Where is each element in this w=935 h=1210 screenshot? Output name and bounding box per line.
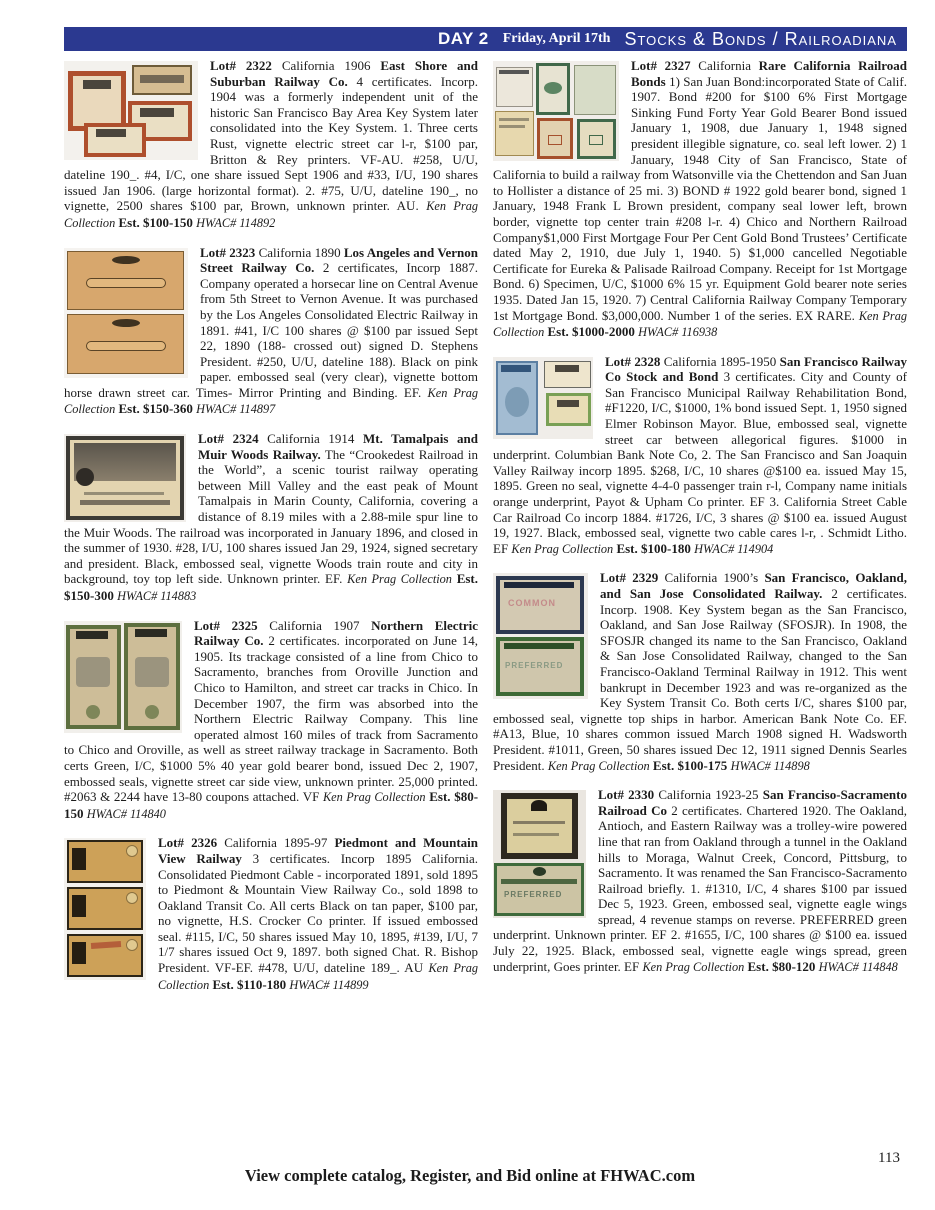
certificate-thumbnail [67, 251, 184, 310]
lot-collection: Ken Prag Collection [322, 790, 426, 805]
lot-collection: Ken Prag Collection [642, 959, 745, 974]
certificate-thumbnail [67, 934, 143, 977]
lot-collection: Ken Prag Collection [347, 572, 452, 587]
lot-title: Northern Electric Railway Co. [194, 617, 479, 649]
certificate-thumbnail [577, 119, 616, 159]
vignette [135, 657, 169, 687]
lot-hwac: HWAC# 114892 [196, 215, 276, 230]
title-band [135, 629, 167, 637]
lot-entry-2325 [64, 618, 478, 823]
certificate-thumbnail [544, 361, 591, 388]
certificate-thumbnail [84, 123, 146, 157]
lot-hwac: HWAC# 114899 [289, 977, 369, 992]
lot-hwac: HWAC# 114840 [86, 806, 166, 821]
vignette [557, 400, 579, 407]
lot-collection: Ken Prag Collection [547, 758, 650, 773]
seal [76, 468, 94, 486]
lot-description: 2 certificates. Incorp. 1908. Key System began as the San Francisco, Oakland, and San Jose Railway (SFOSJR). In 1908, the SFOSJR changed its name to the San Francisco, Oakland & San Jose Consolidated Railway, changed to the San Francisco-Oakland Terminal Railway in 1912. This went bankrupt in December 1923 and was re-organized as the Key System Transit Co. Both certs I/C, shares $100 par, embossed seal, vignette top ships in harbor. American Bank Note Co. EF. #A13, Blue, 10 shares common issued March 1908 signed H. Wadsworth President. #1011, Green, 50 shares issued Dec 12, 1911 signed Dennis Searles President. [493, 586, 908, 773]
lot-2329-photo [493, 573, 588, 699]
text-line [513, 821, 565, 824]
lot-2323-photo [64, 248, 188, 378]
certificate-thumbnail [494, 863, 584, 916]
lot-description: The “Crookedest Railroad in the World”, a scenic tourist railway operating between Mill Valley and the east peak of Mount Tamalpais in Marin County, California, covering a distance of 8.19 miles with a 2.88-mile spur line to the Muir Woods. The railroad was incorporated in January 1896, and closed in the summer of 1930. #28, I/U, 100 shares issued Jan 29, 1924, signed secretary and president. Black, embossed seal, vignette Woods train route and city in background, toy top left side. Unknown printer. EF. [64, 446, 478, 587]
seal [86, 705, 100, 719]
certificate-thumbnail [496, 361, 538, 435]
lot-estimate: Est. $100-180 [616, 540, 691, 556]
certificate-thumbnail [536, 63, 570, 115]
title-band [501, 365, 531, 372]
certificate-thumbnail [66, 625, 121, 729]
lot-estimate: Est. $80-150 [64, 789, 479, 821]
lot-estimate: Est. $150-300 [64, 571, 479, 603]
eagle-vignette [531, 800, 547, 811]
lot-entry-2323 [64, 245, 478, 419]
vignette [76, 657, 110, 687]
page-number: 113 [878, 1150, 900, 1166]
certificate-thumbnail [67, 314, 184, 374]
date-label: Friday, April 17th [502, 31, 611, 46]
lot-number: Lot# 2324 [198, 431, 259, 447]
seal [126, 845, 138, 857]
lot-2325-photo [64, 621, 182, 733]
seal [126, 939, 138, 951]
lot-entry-2327 [493, 58, 907, 341]
vignette [555, 365, 579, 372]
vignette [140, 108, 174, 117]
lot-2324-photo [64, 434, 186, 522]
lot-number: Lot# 2326 [158, 835, 218, 851]
lot-description: 3 certificates. Incorp 1895 California. Consolidated Piedmont Cable - incorporated 1891, sold 1895 to Piedmont & Mountain View Railway Co., sold 1898 to Oakland Transit Co. All certs Black on tan paper, $100 par, no vignette, H.S. Crocker Co printer. If issued embossed seal. #115, I/C, 50 shares issued May 10, 1895, #139, I/U, 7 1/7 shares issued Oct 9, 1897. both signed Chat. R. Bishop President. VF-EF. #478, U/U, dateline 189_. AU [158, 850, 478, 976]
vignette [96, 129, 126, 137]
lot-description: 4 certificates. Incorp. 1904 was a formerly independent unit of the historic San Francisco Bay Area Key System later consolidated into the Key System. 1. Three certs Rust, vignette electric street car l-r, $100 par, Britton & Rey printers. VF-AU. #258, U/U, dateline 190_. #4, I/C, one share issued Sept 1906 and #33, I/U, 190 shares issued Jan 1906. (large horizontal format). 2. #75, U/U, dateline 190_, no vignette, 2500 shares $100 par, Brown, unknown printer. AU. [64, 73, 478, 214]
blank-scroll [86, 278, 166, 288]
lot-description: 2 certificates, Incorp 1887. Company operated a horsecar line on Central Avenue from 5th Street to Vernon Avenue. It was purchased by the Los Angeles Consolidated Electric Railway in 1891. #41, I/C 100 shares @ $100 par issued Sept 22, 1890 (188- crossed out) signed D. Stephens President. #250, U/U, dateline 188). Black on pink paper. embossed seal (very clear), vignette bottom horse drawn street car. Times- Mirror Printing and Binding. EF. [64, 260, 478, 400]
title-band [501, 879, 577, 884]
lot-state-year: California 1890 [258, 244, 341, 260]
lot-description: 1) San Juan Bond:incorporated State of Calif. 1907. Bond #200 for $100 6% First Mortgage Sinking Fund Forty Year Gold Bearer Bond issued January 1, 1908, due January 1, 1948 signed president illegible signature, co. seal left lower. 2) 1 January, 1948 City of San Francisco, State of California to build a railway from Watsonville via the Chettendon and San Juan to Hollister a distance of 25 mi. 3) BOND # 1922 gold bearer bond, signed 1 January, 1948 Frank L Brown president, company seal lower left, brown border, vignette top center train #208 l-r. 4) Chico and Northern Railroad Company$1,000 First Mortgage Four Per Cent Gold Bond Trustees’ Certificate dated May 2, 1910, due July 1, 1940. 5) $1,000 cancelled Negotiable Certificate for Eureka & Palisade Railroad Company. Receipt for 1st Mortgage Bond. 6) Specimen, U/C, $1000 6% 15 yr. Equipment Gold bearer note series 1935. Dated Jan 15, 1920. 7) Central California Railway Company Temporary 1st Mortgage Bond. $3,000,000. Number 1 of the series. EX RARE. [493, 73, 908, 323]
lot-estimate: Est. $100-150 [118, 214, 193, 230]
preferred-label: PREFERRED [505, 661, 564, 671]
lot-number: Lot# 2325 [194, 617, 258, 633]
lot-number: Lot# 2322 [210, 58, 272, 73]
right-column [493, 58, 907, 1006]
lot-title: Los Angeles and Vernon Street Railway Co. [200, 244, 479, 276]
text-line [80, 500, 170, 505]
lot-state-year: California 1900’s [664, 570, 759, 586]
lot-hwac: HWAC# 114897 [196, 402, 276, 417]
lot-state-year: California 1914 [267, 431, 355, 447]
certificate-thumbnail [495, 111, 534, 156]
vignette [112, 319, 140, 327]
lot-estimate: Est. $110-180 [212, 976, 287, 992]
certificate-thumbnail [66, 436, 184, 520]
lot-state-year: California [698, 58, 751, 73]
lot-entry-2328 [493, 354, 907, 558]
day-header-banner [64, 27, 907, 51]
certificate-thumbnail [496, 637, 584, 696]
lot-description: 2 certificates. Chartered 1920. The Oakland, Antioch, and Eastern Railway was a trolley-wire powered line that ran from Oakland through a tunnel in the Oakland hills to Moraga, Walnut Creek, Concord, Pittsburg, to Sacramento. It was renamed the San Francisco-Sacramento Railroad briefly. 1. #1310, I/C, 4 shares $100 par issued Dec 5, 1923. Green, embossed seal, vignette eagle wings spread, 4 revenue stamps on reverse. PREFERRED green underprint. Unknown printer. EF 2. #1655, I/C, 100 shares @ $100 ea. issued July 22, 1925. Black, embossed seal, vignette eagle wings spread, green underprint, Goes printer. EF [493, 802, 908, 974]
certificate-thumbnail [67, 887, 143, 930]
lot-2326-photo [64, 838, 146, 980]
lot-collection: Ken Prag Collection [493, 308, 907, 340]
emblem [72, 848, 86, 870]
lot-number: Lot# 2327 [631, 58, 691, 73]
text-line [513, 833, 559, 836]
title-band [504, 643, 574, 649]
lot-hwac: HWAC# 114904 [694, 541, 774, 556]
lot-state-year: California 1907 [269, 617, 360, 633]
vignette [140, 75, 184, 83]
vignette [112, 256, 140, 264]
certificate-thumbnail [67, 840, 143, 883]
lot-collection: Ken Prag Collection [511, 541, 614, 556]
lot-2322-photo [64, 61, 198, 160]
certificate-thumbnail [132, 65, 192, 95]
lot-columns [64, 58, 907, 1006]
lot-hwac: HWAC# 116938 [638, 325, 718, 340]
text-line [499, 118, 529, 121]
text-line [84, 492, 164, 495]
lot-title: San Francisco, Oakland, and San Jose Consolidated Railway. [600, 570, 907, 601]
lot-2328-photo [493, 357, 593, 439]
lot-hwac: HWAC# 114883 [117, 589, 197, 603]
denomination-box [589, 135, 603, 145]
seal [126, 892, 138, 904]
lot-estimate: Est. $1000-2000 [547, 324, 635, 340]
certificate-thumbnail [68, 71, 126, 131]
seal [544, 82, 562, 94]
emblem [72, 895, 86, 917]
seal [145, 705, 159, 719]
lot-estimate: Est. $150-360 [118, 401, 193, 417]
lot-description: 2 certificates. incorporated on June 14, 1905. Its trackage consisted of a line from Chico to Sacramento, branches from Oroville Junction and Chico to Hamilton, and street car tracks in Chico. In December 1907, the firm was absorbed into the Northern Electric Railway Company. This line operated almost 160 miles of track from Sacramento to Chico and Oroville, as well as street railway trackage in Sacramento. Both certs Green, I/C, $1000 5% 40 year gold bearer bond, issued Dec 2, 1907, embossed seals, vignette street car side view, unknown printer. 25,000 printed. #2063 & 2244 have 13-80 coupons attached. VF [64, 633, 478, 805]
title-band [76, 631, 108, 639]
lot-hwac: HWAC# 114898 [730, 758, 810, 773]
lot-hwac: HWAC# 114848 [818, 959, 898, 974]
lot-estimate: Est. $100-175 [652, 757, 728, 773]
title-band [504, 582, 574, 588]
preferred-label: PREFERRED [504, 890, 563, 900]
lot-entry-2330 [493, 787, 907, 975]
lot-title: Mt. Tamalpais and Muir Woods Railway. [198, 431, 478, 462]
eagle-vignette [533, 867, 546, 876]
lot-state-year: California 1923-25 [658, 787, 759, 803]
lot-number: Lot# 2329 [600, 570, 659, 586]
lot-collection: Ken Prag Collection [158, 961, 478, 992]
vignette [505, 387, 529, 417]
certificate-thumbnail [537, 118, 573, 159]
lot-title: San Francisco Railway Co Stock and Bond [605, 353, 907, 385]
lot-entry-2326 [64, 835, 478, 993]
lot-estimate: Est. $80-120 [747, 958, 816, 974]
emblem [72, 942, 86, 964]
certificate-thumbnail [124, 623, 180, 730]
lot-collection: Ken Prag Collection [64, 199, 478, 230]
lot-entry-2324 [64, 431, 478, 605]
common-label: COMMON [508, 598, 556, 609]
certificate-thumbnail [546, 393, 591, 426]
lot-entry-2329 [493, 570, 907, 774]
day-label: DAY 2 [438, 29, 489, 48]
lot-2327-photo [493, 61, 619, 161]
certificate-thumbnail [496, 67, 533, 107]
lot-entry-2322 [64, 58, 478, 232]
certificate-thumbnail [574, 65, 616, 115]
lot-title: East Shore and Suburban Railway Co. [210, 58, 479, 89]
certificate-thumbnail [501, 793, 578, 859]
left-column [64, 58, 478, 1006]
lot-2330-photo [493, 790, 586, 918]
lot-state-year: California 1895-1950 [663, 353, 777, 369]
footer-text: View complete catalog, Register, and Bid online at FHWAC.com [244, 1166, 696, 1185]
title-band [499, 70, 529, 74]
denomination-box [548, 135, 562, 145]
lot-number: Lot# 2328 [605, 353, 661, 369]
lot-collection: Ken Prag Collection [64, 385, 478, 417]
lot-number: Lot# 2330 [598, 787, 655, 803]
lot-number: Lot# 2323 [200, 244, 256, 260]
blank-scroll [86, 341, 166, 351]
lot-title: San Franciso-Sacramento Railroad Co [598, 787, 907, 818]
lot-title: Piedmont and Mountain View Railway [158, 835, 478, 866]
lot-title: Rare California Railroad Bonds [631, 58, 908, 89]
lot-state-year: California 1895-97 [224, 835, 328, 851]
text-line [499, 125, 525, 128]
lot-description: 3 certificates. City and County of San Francisco Municipal Railway Rehabilitation Bond, #F1220, I/C, $1000, 1% bond issued Sept. 1, 1950 signed Elmer Robinson Mayor. Blue, embossed seal, vignette street car between allegorical figures. $1000 in underprint. Columbian Bank Note Co, 2. The San Francisco and San Joaquin Valley Railway incorp 1895. $268, I/C, 10 shares @$100 ea. issued May 15, 1895. Green no seal, vignette 4-4-0 passenger train r-l, Company name initials orange underprint, Payot & Upham Co printer. EF 3. California Street Cable Car Railroad Co incorp 1884. #1726, I/C, 3 shares @ $100 ea. issued August 19, 1927. Black, embossed seal, vignette two cable cares l-r, . Schmidt Litho. EF [493, 369, 908, 556]
lot-state-year: California 1906 [281, 58, 371, 73]
section-title: Stocks & Bonds / Railroadiana [624, 28, 897, 49]
signature-scribble [91, 941, 121, 949]
certificate-thumbnail [496, 576, 584, 634]
vignette [83, 80, 111, 89]
